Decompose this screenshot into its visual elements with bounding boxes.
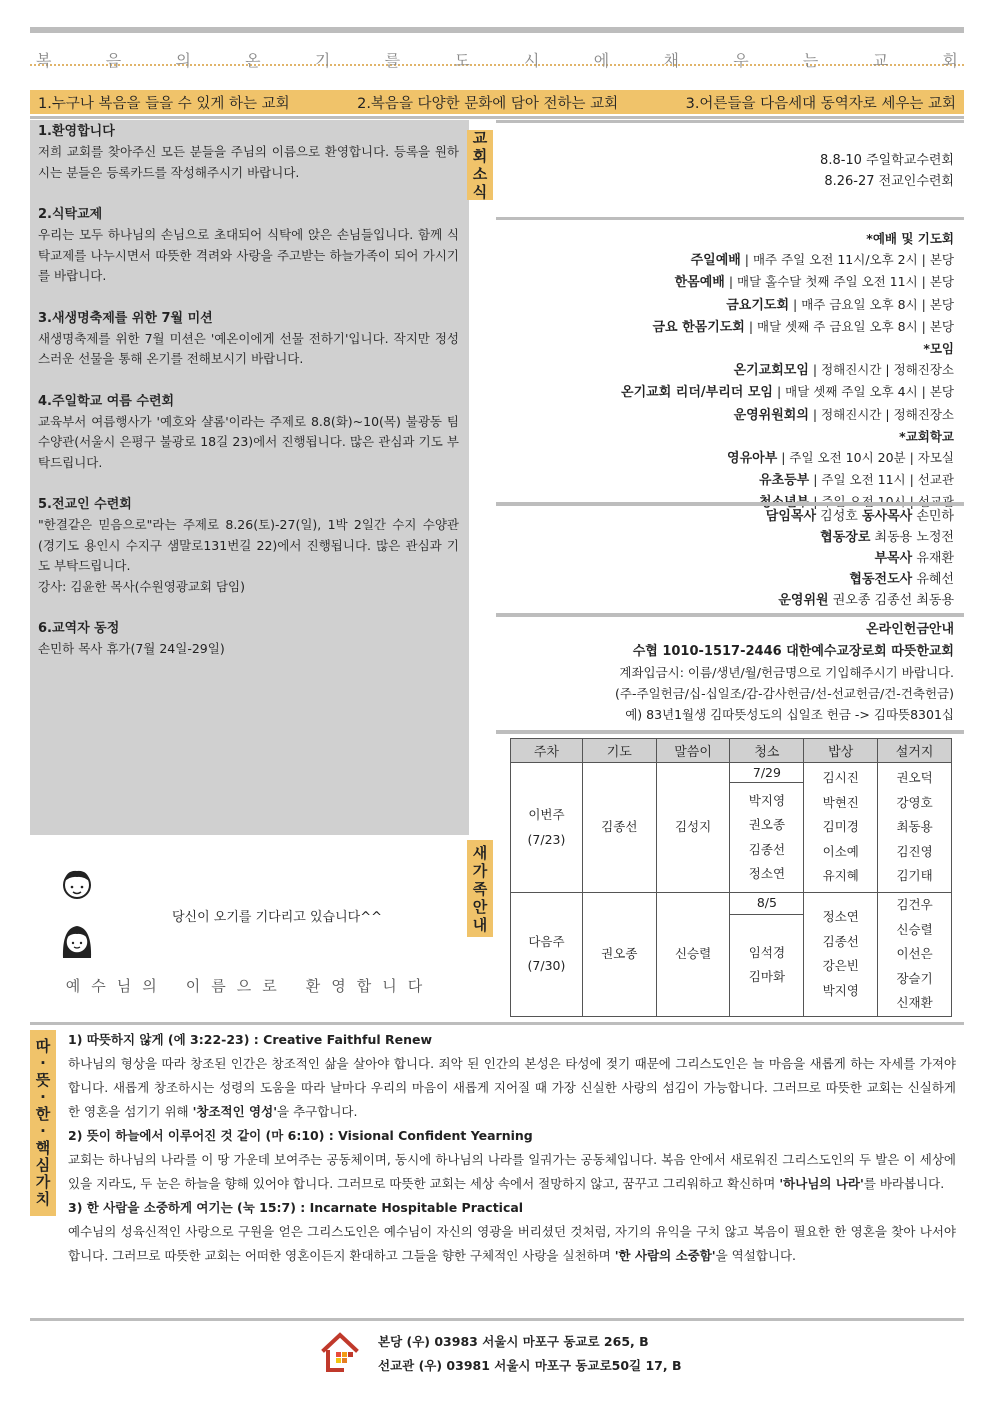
duty-clean: [730, 914, 804, 1016]
staff-names: 손민하: [912, 509, 954, 524]
schedule-item: [496, 359, 954, 381]
goal-item: 2.복음을 다양한 문화에 담아 전하는 교회: [357, 95, 619, 112]
duty-header: 설거지: [878, 739, 952, 763]
news-label: [467, 130, 493, 200]
dish-name: 최동용: [896, 819, 933, 835]
schedule-info: | 주일 오전 10시 20분 | 자모실: [777, 450, 954, 466]
meeting-heading: *모임: [923, 341, 954, 357]
staff-role: 동사목사: [861, 509, 913, 524]
schedule-name: 운영위원회의: [733, 407, 809, 423]
staff-list: [496, 506, 964, 612]
announcement-body: 손민하 목사 휴가(7월 24일-29일): [38, 641, 225, 656]
schedule-name: 영유아부: [727, 451, 778, 467]
label-char: 심: [35, 1156, 51, 1174]
meal-name: 강은빈: [822, 958, 859, 974]
welcome-message: 당신이 오기를 기다리고 있습니다^^: [172, 910, 382, 925]
slogan: [30, 45, 964, 73]
welcome-word: 예수님의: [65, 977, 168, 995]
welcome-word: 환영합니다: [305, 977, 434, 995]
staff-row: [496, 506, 954, 527]
duty-header: 기도: [582, 739, 656, 763]
announcement: [38, 495, 459, 597]
staff-names: 유재환: [912, 551, 954, 566]
staff-role: 운영위원: [778, 593, 829, 608]
label-char: 치: [35, 1190, 51, 1208]
schedule-item: [496, 249, 954, 271]
duty-header: 청소: [730, 739, 804, 763]
value-body: [68, 1148, 956, 1196]
offering-line: 예) 83년1월생 김따뜻성도의 십일조 헌금 -> 김따뜻8301십: [625, 707, 954, 722]
label-char: 회: [472, 147, 488, 165]
schedule-name: 온기교회모임: [733, 363, 809, 379]
slogan-char: 는: [802, 50, 819, 70]
duty-header: 밥상: [804, 739, 878, 763]
schedule-info: | 매달 셋째 주일 오후 4시 | 본당: [773, 384, 954, 400]
week-text: 이번주: [528, 807, 565, 822]
staff-names: 김성호: [816, 509, 862, 524]
value-heading: 1) 따뜻하지 않게 (에 3:22-23) : Creative Faithful Renew: [68, 1032, 433, 1047]
value-heading: 3) 한 사람을 소중하게 여기는 (눅 15:7) : Incarnate Hospitable Practical: [68, 1200, 524, 1215]
label-char: 내: [472, 915, 488, 934]
staff-names: 유혜선: [912, 572, 954, 587]
values-bottom-rule: [30, 1318, 964, 1321]
duty-prayer: 권오종: [582, 893, 656, 1017]
announcement: [38, 205, 459, 287]
value-text: 예수님의 성육신적인 사랑으로 구원을 얻은 그리스도인은 예수님이 자신의 영광을 버리셨던 것처럼, 자기의 유익을 구치 않고 복음이 필요한 한 영혼을 찾아 나서야 합니다. 그러므로 따뜻한 교회는 어떠한 영혼이든지 환대하고 그들을 향한 구체적인 사랑을 실천하며: [68, 1224, 956, 1263]
mission-address: 선교관 (우) 03981 서울시 마포구 동교로50길 17, B: [378, 1358, 682, 1373]
slogan-char: 교: [872, 50, 889, 70]
value-emphasis: '하나님의 나라': [779, 1176, 864, 1191]
duty-dish: [878, 893, 952, 1017]
label-char: 핵: [35, 1139, 51, 1157]
announcement: [38, 122, 459, 183]
announcement-extra: 강사: 김윤한 목사(수원영광교회 담임): [38, 578, 246, 594]
schedule-item: [496, 316, 954, 338]
worship-heading: *예배 및 기도회: [866, 231, 954, 246]
school-heading: *교회학교: [899, 428, 954, 444]
value-emphasis: '창조적인 영성': [192, 1104, 278, 1119]
label-char: 따: [35, 1037, 51, 1055]
label-char: 가: [472, 861, 488, 880]
clean-name: 권오종: [748, 817, 786, 832]
duty-week: [511, 763, 583, 893]
slogan-char: 에: [593, 50, 610, 70]
clean-name: 임석경: [748, 944, 786, 960]
duty-table: [510, 738, 952, 1017]
week-text: 다음주: [528, 933, 565, 949]
duty-prayer: 김종선: [582, 763, 656, 893]
schedule-name: 유초등부: [758, 473, 810, 489]
slogan-char: 를: [384, 50, 401, 70]
staff-role: 부목사: [874, 551, 913, 566]
staff-row: [496, 527, 954, 548]
schedule-item: [496, 404, 954, 426]
week-text: (7/23): [527, 831, 566, 847]
dish-name: 강영호: [896, 794, 933, 810]
label-char: ·: [40, 1088, 46, 1106]
duty-word: 신승렬: [656, 893, 730, 1017]
offering-line: (주-주일헌금/십-십일조/감-감사헌금/선-선교헌금/건-건축헌금): [615, 686, 954, 701]
duty-word: 김성지: [656, 763, 730, 893]
schedule-item: [496, 381, 954, 403]
slogan-char: 도: [454, 50, 470, 70]
clean-name: 김마화: [748, 969, 786, 985]
welcome-word: 이름으로: [185, 977, 288, 995]
offering-line: 계좌입금시: 이름/생년/월/헌금명으로 기입해주시기 바랍니다.: [619, 665, 954, 680]
duty-header: 주차: [511, 739, 583, 763]
announcement-body: 새생명축제를 위한 7월 미션은 '예온이에게 선물 전하기'입니다. 작지만 정성스러운 선물을 통해 온기를 전해보시기 바랍니다.: [38, 330, 459, 366]
meal-name: 정소연: [822, 909, 859, 925]
church-logo-icon: [320, 1330, 360, 1374]
schedule-info: | 정해진시간 | 정해진장소: [808, 406, 954, 422]
meal-name: 김종선: [822, 933, 859, 949]
label-char: ·: [40, 1122, 46, 1140]
goal-item: 3.어른들을 다음세대 동역자로 세우는 교회: [685, 95, 956, 112]
divider: [496, 730, 964, 734]
meal-name: 이소예: [822, 843, 859, 859]
dish-name: 장슬기: [896, 970, 933, 986]
duty-row: [511, 893, 952, 915]
dish-name: 김기태: [896, 868, 933, 884]
dish-name: 김진영: [896, 843, 933, 859]
announcement-title: 6.교역자 동정: [38, 621, 120, 636]
footer: [320, 1330, 820, 1378]
church-goals: [30, 90, 964, 114]
announcement-body: "한결같은 믿음으로"라는 주제로 8.26(토)-27(일), 1박 2일간 수지 수양관(경기도 용인시 수지구 샘말로131번길 22)에서 진행됩니다. 많은 관심과 기도 부탁드립니다.: [38, 517, 459, 573]
label-char: 뜻: [35, 1071, 51, 1089]
slogan-char: 음: [105, 50, 122, 70]
value-body: [68, 1052, 956, 1124]
staff-names: 최동용 노정전: [870, 530, 954, 545]
duty-clean: [730, 783, 804, 893]
top-rule: [30, 27, 964, 33]
news-item: 8.8-10 주일학교수련회: [820, 153, 954, 168]
announcement-title: 3.새생명축제를 위한 7월 미션: [38, 310, 213, 326]
label-char: 새: [472, 843, 488, 862]
newfamily-label: [467, 840, 493, 937]
announcement: [38, 392, 459, 474]
label-char: 안: [472, 897, 488, 916]
slogan-char: 복: [36, 50, 52, 70]
online-offering: [496, 618, 964, 728]
label-char: 교: [472, 129, 488, 147]
duty-clean-date: 7/29: [730, 763, 804, 783]
offering-title: 온라인헌금안내: [866, 622, 954, 637]
staff-names: 권오종 김종선 최동용: [828, 593, 954, 608]
slogan-char: 우: [733, 50, 749, 70]
main-address: 본당 (우) 03983 서울시 마포구 동교로 265, B: [378, 1334, 649, 1349]
slogan-char: 시: [524, 50, 540, 70]
core-values-label: [30, 1030, 56, 1216]
value-emphasis: '한 사람의 소중함': [614, 1248, 716, 1263]
clean-name: 박지영: [748, 792, 786, 808]
value-text: 하나님의 형상을 따라 창조된 인간은 창조적인 삶을 살아야 합니다. 죄악 된 인간의 본성은 타성에 젖기 때문에 그리스도인은 늘 마음을 새롭게 하는 자세를 가져야합니다. 새롭게 창조하시는 성령의 도움을 따라 날마다 우리의 마음이 새롭게 지어질 때 가장 신실한 사랑의 섬김이 가능합니다. 그러므로 따뜻한 교회는 신실하게 한 영혼을 섬기기 위해: [68, 1056, 957, 1119]
staff-role: 담임목사: [765, 509, 816, 524]
duty-header: 말씀이: [656, 739, 730, 763]
dish-name: 이선은: [896, 946, 933, 961]
duty-row: [511, 763, 952, 783]
church-news: [496, 120, 964, 220]
schedule-info: | 매주 주일 오전 11시/오후 2시 | 본당: [740, 252, 954, 268]
announcements-panel: [30, 120, 469, 835]
value-body: [68, 1220, 956, 1268]
dish-name: 신승렬: [896, 921, 933, 937]
slogan-char: 회: [942, 50, 958, 70]
welcome-footer: [30, 975, 469, 996]
meal-name: 김미경: [822, 819, 859, 835]
goals-rule: [30, 116, 964, 119]
slogan-char: 기: [314, 50, 331, 70]
announcement-body: 저희 교회를 찾아주신 모든 분들을 주님의 이름으로 환영합니다. 등록을 원하시는 분들은 등록카드를 작성해주시기 바랍니다.: [38, 144, 459, 180]
announcement: [38, 619, 459, 660]
divider: [496, 613, 964, 617]
week-text: (7/30): [527, 958, 566, 974]
schedule-info: | 매주 금요일 오후 8시 | 본당: [789, 296, 954, 312]
clean-name: 정소연: [748, 866, 786, 881]
schedule-item: [496, 447, 954, 469]
offering-account: 수협 1010-1517-2446 대한예수교장로회 따뜻한교회: [632, 644, 954, 659]
announcement-title: 2.식탁교제: [38, 207, 103, 222]
schedule-name: 주일예배: [690, 253, 741, 269]
announcement-title: 5.전교인 수련회: [38, 497, 132, 512]
staff-role: 협동전도사: [849, 572, 913, 587]
duty-week: [511, 893, 583, 1017]
slogan-char: 채: [663, 50, 679, 70]
worship-schedule: [496, 226, 964, 502]
announcement-title: 1.환영합니다: [38, 124, 115, 139]
schedule-name: 금요 한몸기도회: [652, 319, 745, 335]
meal-name: 박현진: [822, 794, 859, 810]
schedule-info: | 매달 홀수달 첫째 주일 오전 11시 | 본당: [724, 274, 954, 290]
values-top-rule: [30, 1022, 964, 1025]
meal-name: 박지영: [822, 982, 859, 998]
label-char: 가: [35, 1173, 51, 1191]
woman-icon: [60, 922, 94, 962]
schedule-name: 금요기도회: [726, 297, 790, 313]
schedule-info: | 주일 오전 11시 | 선교관: [809, 472, 954, 488]
label-char: 한: [35, 1105, 51, 1123]
duty-meal: [804, 893, 878, 1017]
schedule-item: [496, 469, 954, 491]
news-item: 8.26-27 전교인수련회: [824, 174, 954, 189]
value-text: 교회는 하나님의 나라를 이 땅 가운데 보여주는 공동체이며, 동시에 하나님의 나라를 일궈가는 공동체입니다. 복음 안에서 새로워진 그리스도인의 두 발은 이 세상에 있을 지라도, 두 눈은 하늘을 향해 있어야 합니다. 그러므로 따뜻한 교회는 세상 속에서 절망하지 않고, 꿈꾸고 그리워하고 확신하며: [68, 1152, 956, 1191]
duty-meal: [804, 763, 878, 893]
value-text: 을 역설합니다.: [715, 1248, 797, 1263]
schedule-item: [496, 271, 954, 293]
duty-clean-date: 8/5: [730, 893, 804, 915]
slogan-char: 온: [245, 50, 261, 70]
label-char: ·: [40, 1054, 46, 1072]
schedule-name: 온기교회 리더/부리더 모임: [621, 385, 773, 401]
slogan-char: 의: [175, 50, 191, 70]
value-text: 을 추구합니다.: [277, 1104, 358, 1119]
meal-name: 김시진: [822, 770, 859, 786]
label-char: 소: [472, 165, 488, 183]
man-icon: [60, 868, 94, 904]
dish-name: 김건우: [896, 897, 933, 912]
announcement-title: 4.주일학교 여름 수련회: [38, 393, 175, 409]
duty-dish: [878, 763, 952, 893]
staff-row: [496, 590, 954, 611]
staff-role: 협동장로: [820, 530, 871, 545]
staff-row: [496, 548, 954, 569]
value-heading: 2) 뜻이 하늘에서 이루어진 것 같이 (마 6:10) : Visional Confident Yearning: [68, 1128, 533, 1143]
clean-name: 김종선: [748, 841, 786, 857]
meal-name: 유지혜: [822, 868, 859, 884]
schedule-info: | 정해진시간 | 정해진장소: [808, 362, 954, 378]
goal-item: 1.누구나 복음을 들을 수 있게 하는 교회: [38, 95, 290, 112]
dish-name: 권오덕: [896, 770, 933, 786]
core-values: [68, 1028, 956, 1268]
announcement-body: 교육부서 여름행사가 '예호와 샬롬'이라는 주제로 8.8(화)~10(목) 불광동 팀 수양관(서울시 은평구 불광로 18길 23)에서 진행됩니다. 많은 관심과 기도 부탁드립니다.: [38, 413, 459, 470]
label-char: 족: [472, 879, 488, 898]
announcement-body: 우리는 모두 하나님의 손님으로 초대되어 식탁에 앉은 손님들입니다. 함께 식탁교제를 나누시면서 따뜻한 격려와 사랑을 주고받는 하늘가족이 되어 가시기를 바랍니다.: [38, 227, 459, 283]
value-text: 를 바라봅니다.: [863, 1176, 945, 1191]
schedule-name: 한몸예배: [674, 275, 725, 291]
label-char: 식: [472, 183, 488, 201]
schedule-info: | 매달 셋째 주 금요일 오후 8시 | 본당: [744, 318, 954, 334]
announcement: [38, 309, 459, 370]
dish-name: 신재환: [896, 995, 933, 1010]
schedule-item: [496, 294, 954, 316]
staff-row: [496, 569, 954, 590]
